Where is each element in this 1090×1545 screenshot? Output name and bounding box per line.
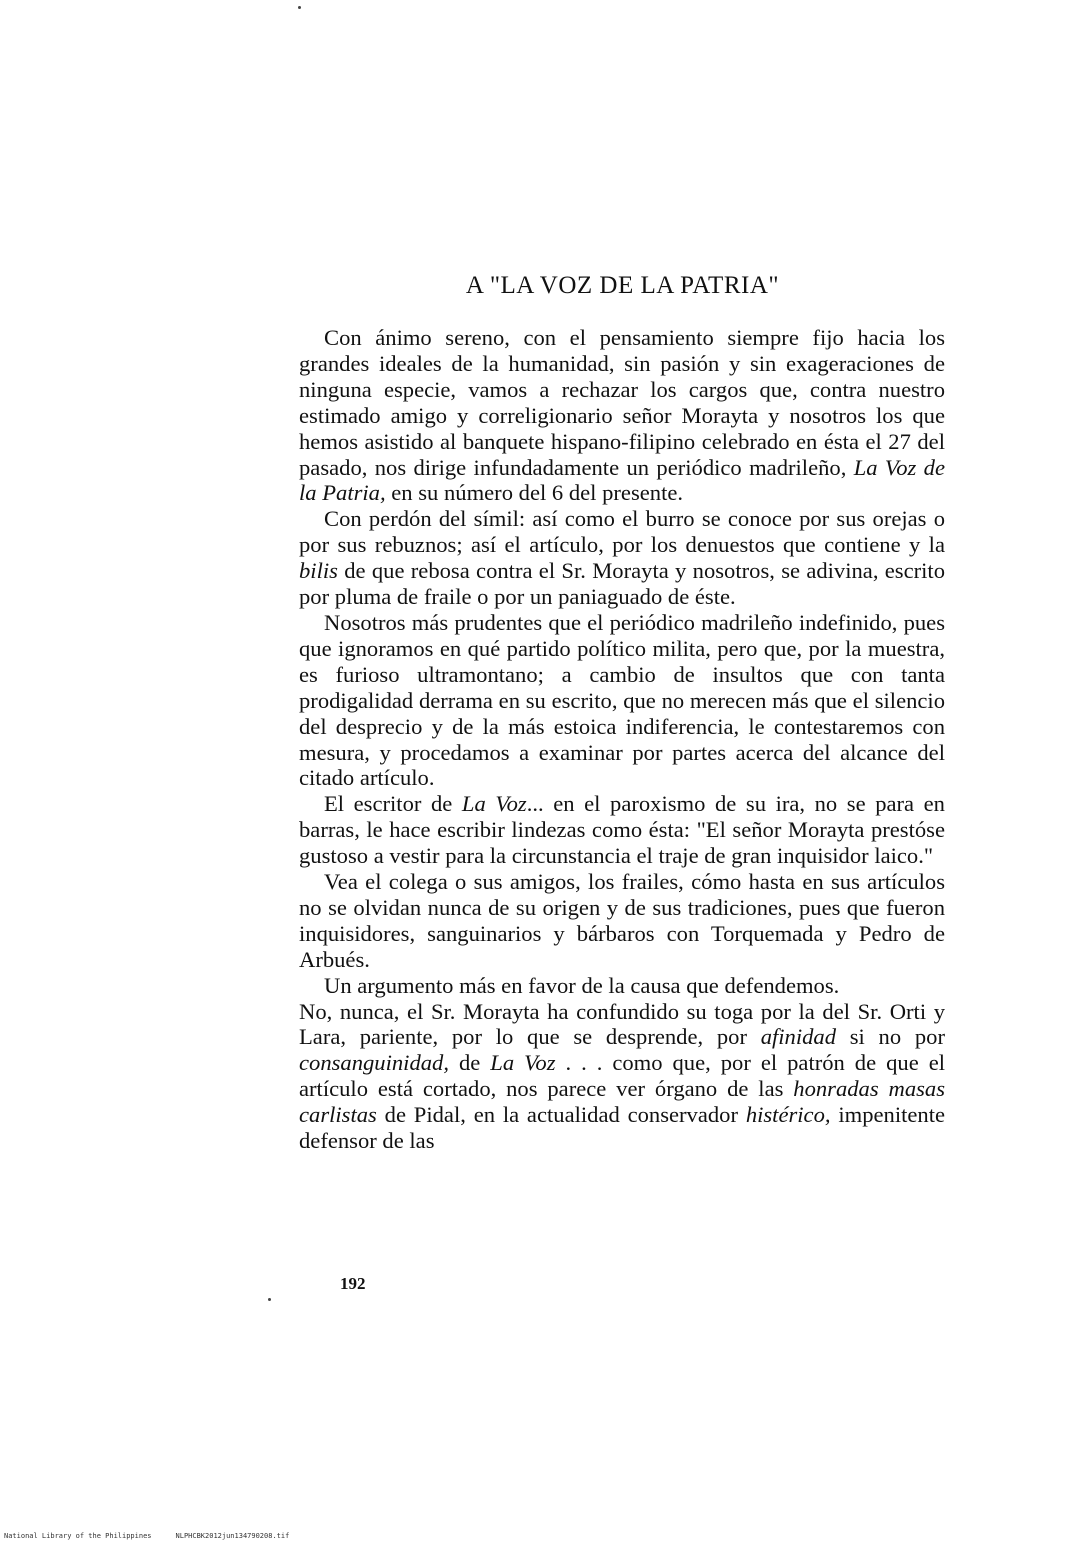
library-credit: National Library of the Philippines — [4, 1532, 152, 1540]
paragraph — [299, 869, 945, 973]
scan-footer — [4, 1532, 313, 1540]
text-segment: impenitente defensor de las — [299, 1102, 945, 1154]
page-number: 192 — [340, 1274, 366, 1293]
text-segment: de Pidal, en la actualidad conservador — [376, 1102, 746, 1128]
body-text — [299, 325, 945, 1154]
italic-segment: La Voz — [461, 791, 527, 817]
italic-segment: honradas masas carlistas — [299, 1076, 945, 1128]
paragraph — [299, 506, 945, 610]
page-title: A "LA VOZ DE LA PATRIA" — [465, 272, 780, 299]
text-segment: El escritor de — [324, 791, 462, 817]
text-segment: ... en el paroxismo de su ira, no se para en barras, le hace escribir lindezas como ésta: "El señor Morayta prestóse gustoso a vestir para la circunstancia el traje de gran inquisidor laico." — [299, 791, 945, 869]
italic-segment: consanguinidad, — [299, 1050, 449, 1076]
italic-segment: La Voz — [490, 1050, 556, 1076]
text-segment: Con perdón del símil: así como el burro se conoce por sus orejas o por sus rebuznos; así el artículo, por los denuestos que contiene y la — [299, 506, 945, 558]
paragraph — [299, 325, 945, 506]
text-segment: . . . como que, por el patrón de que el artículo está cortado, nos parece ver órgano de las — [299, 1050, 946, 1102]
text-segment: Con ánimo sereno, con el pensamiento siempre fijo hacia los grandes ideales de la humanidad, sin pasión y sin exageraciones de ninguna especie, vamos a rechazar los cargos que, contra nuestro estimado amigo y correligionario señor Morayta y nosotros los que hemos asistido al banquete hispano-filipino celebrado en ésta el 27 del pasado, nos dirige infundadamente un periódico madrileño, — [299, 325, 945, 480]
italic-segment: histérico, — [745, 1102, 831, 1128]
text-segment: de — [449, 1050, 491, 1076]
paragraph — [299, 610, 945, 791]
text-segment: en su número del 6 del presente. — [385, 480, 684, 506]
text-segment: Un argumento más en favor de la causa que defendemos. — [324, 972, 840, 998]
file-id: NLPHCBK2012jun134790208.tif — [175, 1532, 290, 1540]
text-segment: Vea el colega o sus amigos, los frailes, cómo hasta en sus artículos no se olvidan nunca de su origen y de sus tradiciones, pues que fueron inquisidores, sanguinarios y bárbaros con Torquemada y Pedro de Arbués. — [299, 869, 945, 972]
italic-segment: La Voz de la Patria, — [299, 454, 945, 506]
text-segment: No, nunca, el Sr. Morayta ha confundido su toga por la del Sr. Orti y Lara, pariente, por lo que se desprende, por — [299, 998, 945, 1050]
text-segment: de que rebosa contra el Sr. Morayta y nosotros, se adivina, escrito por pluma de fraile o por un paniaguado de éste. — [299, 558, 945, 610]
paragraph — [299, 973, 945, 999]
paragraph — [299, 791, 945, 869]
paragraph — [299, 999, 945, 1154]
scan-speck — [298, 6, 301, 9]
text-segment: Nosotros más prudentes que el periódico madrileño indefinido, pues que ignoramos en qué partido político milita, pero que, por la muestra, es furioso ultramontano; a cambio de insultos que con tanta prodigalidad derrama en su escrito, que no merecen más que el silencio del desprecio y de la más estoica indiferencia, le contestaremos con mesura, y procedamos a examinar por partes acerca del alcance del citado artículo. — [299, 609, 945, 791]
scan-speck — [268, 1298, 271, 1301]
italic-segment: bilis — [299, 558, 338, 584]
italic-segment: afinidad — [760, 1024, 837, 1050]
text-segment: si no por — [836, 1024, 945, 1050]
